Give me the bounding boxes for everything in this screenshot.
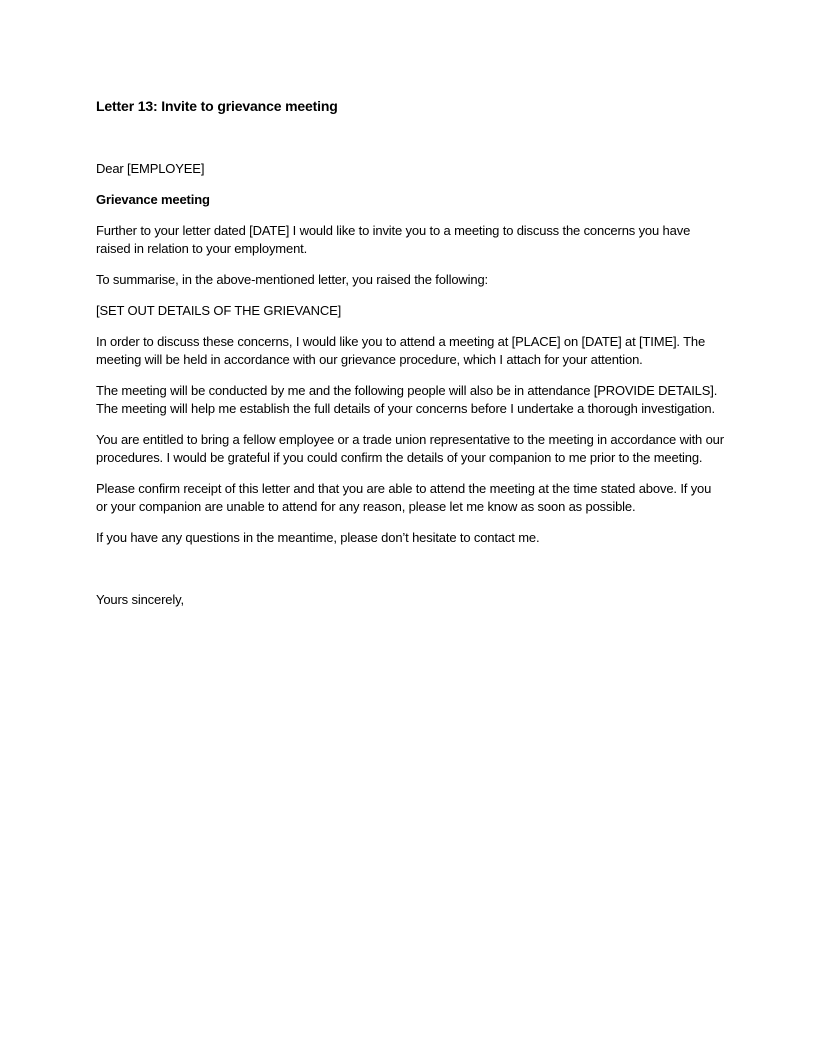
paragraph-summary-intro: To summarise, in the above-mentioned letter, you raised the following:: [96, 272, 488, 287]
letter-body: [96, 97, 724, 609]
subject-heading: Grievance meeting: [96, 192, 210, 207]
paragraph-questions: If you have any questions in the meantime, please don’t hesitate to contact me.: [96, 530, 540, 545]
paragraph-grievance-details: [SET OUT DETAILS OF THE GRIEVANCE]: [96, 303, 342, 318]
salutation: Dear [EMPLOYEE]: [96, 161, 205, 176]
letter-title: Letter 13: Invite to grievance meeting: [96, 98, 338, 114]
closing-spacer: [96, 560, 724, 591]
paragraph-confirm-receipt: Please confirm receipt of this letter and that you are able to attend the meeting at the time stated above. If you or your companion are unable to attend for any reason, please let me know as soon as possible.: [96, 481, 712, 514]
paragraph-meeting-invite: Further to your letter dated [DATE] I would like to invite you to a meeting to discuss the concerns you have raised in relation to your employment.: [96, 223, 691, 256]
paragraph-meeting-arrangements: In order to discuss these concerns, I would like you to attend a meeting at [PLACE] on [DATE] at [TIME]. The meeting will be held in accordance with our grievance procedure, which I attach for your attention.: [96, 334, 706, 367]
paragraph-companion-rights: You are entitled to bring a fellow employee or a trade union representative to the meeting in accordance with our procedures. I would be grateful if you could confirm the details of your companion to me prior to the meeting.: [96, 432, 724, 465]
paragraph-attendees: The meeting will be conducted by me and the following people will also be in attendance [PROVIDE DETAILS]. The meeting will help me establish the full details of your concerns before I undertake a thorough investigation.: [96, 383, 718, 416]
closing: Yours sincerely,: [96, 592, 184, 607]
